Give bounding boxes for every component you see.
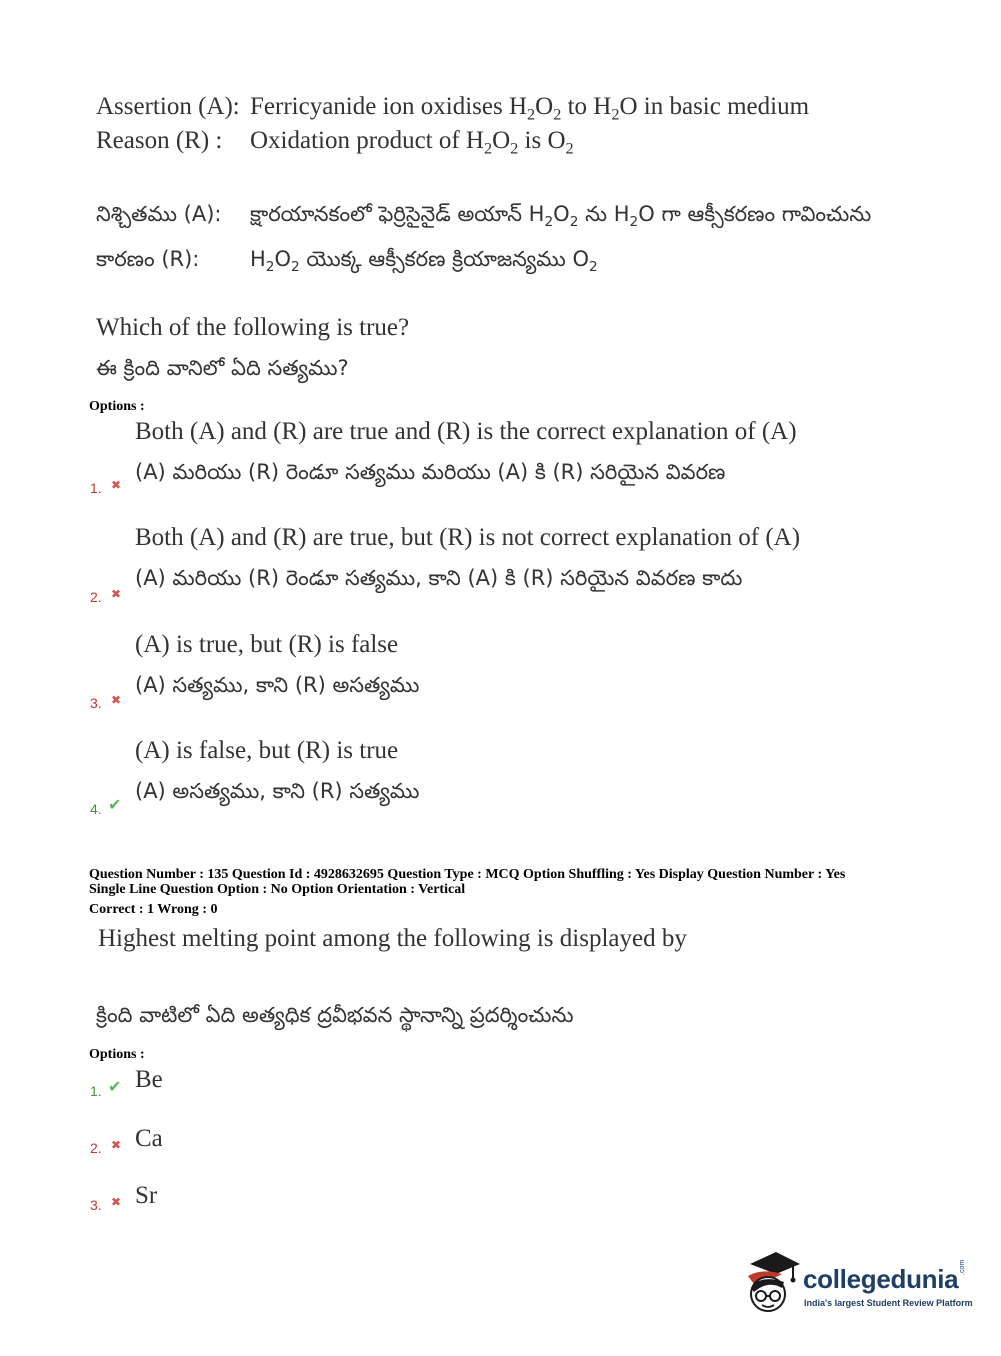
options-label: Options :	[89, 1047, 145, 1062]
question-text-te: క్రింది వాటిలో ఏది అత్యధిక ద్రవీభవన స్థానాన్ని ప్రదర్శించును	[96, 1003, 574, 1027]
option-1-number: 1.	[90, 1083, 102, 1099]
option-3-number: 3.	[90, 1197, 102, 1213]
option-3-number: 3.	[90, 695, 102, 711]
collegedunia-mascot-icon	[742, 1250, 802, 1314]
option-1-te: (A) మరియు (R) రెండూ సత్యము మరియు (A) కి (R) సరియైన వివరణ	[135, 460, 726, 484]
option-3-text: Sr	[135, 1182, 158, 1209]
option-4-te: (A) అసత్యము, కాని (R) సత్యము	[135, 779, 420, 803]
question-meta-line-3: Correct : 1 Wrong : 0	[89, 902, 218, 917]
te-reason-text: $H_2O_2$ యొక్క ఆక్సీకరణ క్రియాజన్యము $O_2$	[250, 247, 598, 275]
logo-tagline: India's largest Student Review Platform	[804, 1298, 973, 1308]
option-4-number: 4.	[90, 801, 102, 817]
option-2-en: Both (A) and (R) are true, but (R) is not correct explanation of (A)	[135, 524, 801, 551]
question-text-en: Which of the following is true?	[96, 314, 410, 341]
logo-com: .com	[959, 1259, 966, 1275]
assertion-text: Ferricyanide ion oxidises $H_2O_2$ to $H_2O$ in basic medium	[250, 93, 810, 124]
wrong-mark-icon: ✖	[111, 1138, 122, 1152]
wrong-mark-icon: ✖	[111, 1195, 122, 1209]
option-2-number: 2.	[90, 589, 102, 605]
te-assertion-text: క్షారయానకంలో ఫెర్రిసైనైడ్ అయాన్ $H_2O_2$ ను $H_2O$ గా ఆక్సీకరణం గావించును	[250, 202, 872, 230]
option-3-en: (A) is true, but (R) is false	[135, 631, 399, 658]
question-text-en: Highest melting point among the following is displayed by	[98, 925, 687, 952]
te-assertion-label: నిశ్చితము (A):	[96, 202, 222, 226]
wrong-mark-icon: ✖	[111, 478, 122, 492]
option-4-en: (A) is false, but (R) is true	[135, 737, 399, 764]
assertion-label: Assertion (A):	[96, 93, 240, 120]
question-text-te: ఈ క్రింది వానిలో ఏది సత్యము?	[96, 356, 349, 380]
options-label: Options :	[89, 399, 145, 414]
option-1-en: Both (A) and (R) are true and (R) is the correct explanation of (A)	[135, 418, 797, 445]
te-reason-label: కారణం (R):	[96, 247, 200, 271]
logo-name: collegedunia	[803, 1264, 959, 1294]
option-2-number: 2.	[90, 1140, 102, 1156]
question-meta-line-1: Question Number : 135 Question Id : 4928632695 Question Type : MCQ Option Shuffling : Yes Display Question Number : Yes	[89, 867, 846, 882]
check-mark-icon: ✔	[108, 795, 122, 814]
option-3-te: (A) సత్యము, కాని (R) అసత్యము	[135, 673, 420, 697]
question-meta-line-2: Single Line Question Option : No Option Orientation : Vertical	[89, 882, 466, 897]
option-1-number: 1.	[90, 480, 102, 496]
option-1-text: Be	[135, 1066, 163, 1093]
option-2-te: (A) మరియు (R) రెండూ సత్యము, కాని (A) కి (R) సరియైన వివరణ కాదు	[135, 566, 743, 590]
reason-label: Reason (R) :	[96, 127, 223, 154]
wrong-mark-icon: ✖	[111, 587, 122, 601]
wrong-mark-icon: ✖	[111, 693, 122, 707]
reason-text: Oxidation product of $H_2O_2$ is $O_2$	[250, 127, 574, 158]
option-2-text: Ca	[135, 1125, 163, 1152]
check-mark-icon: ✔	[108, 1077, 122, 1096]
